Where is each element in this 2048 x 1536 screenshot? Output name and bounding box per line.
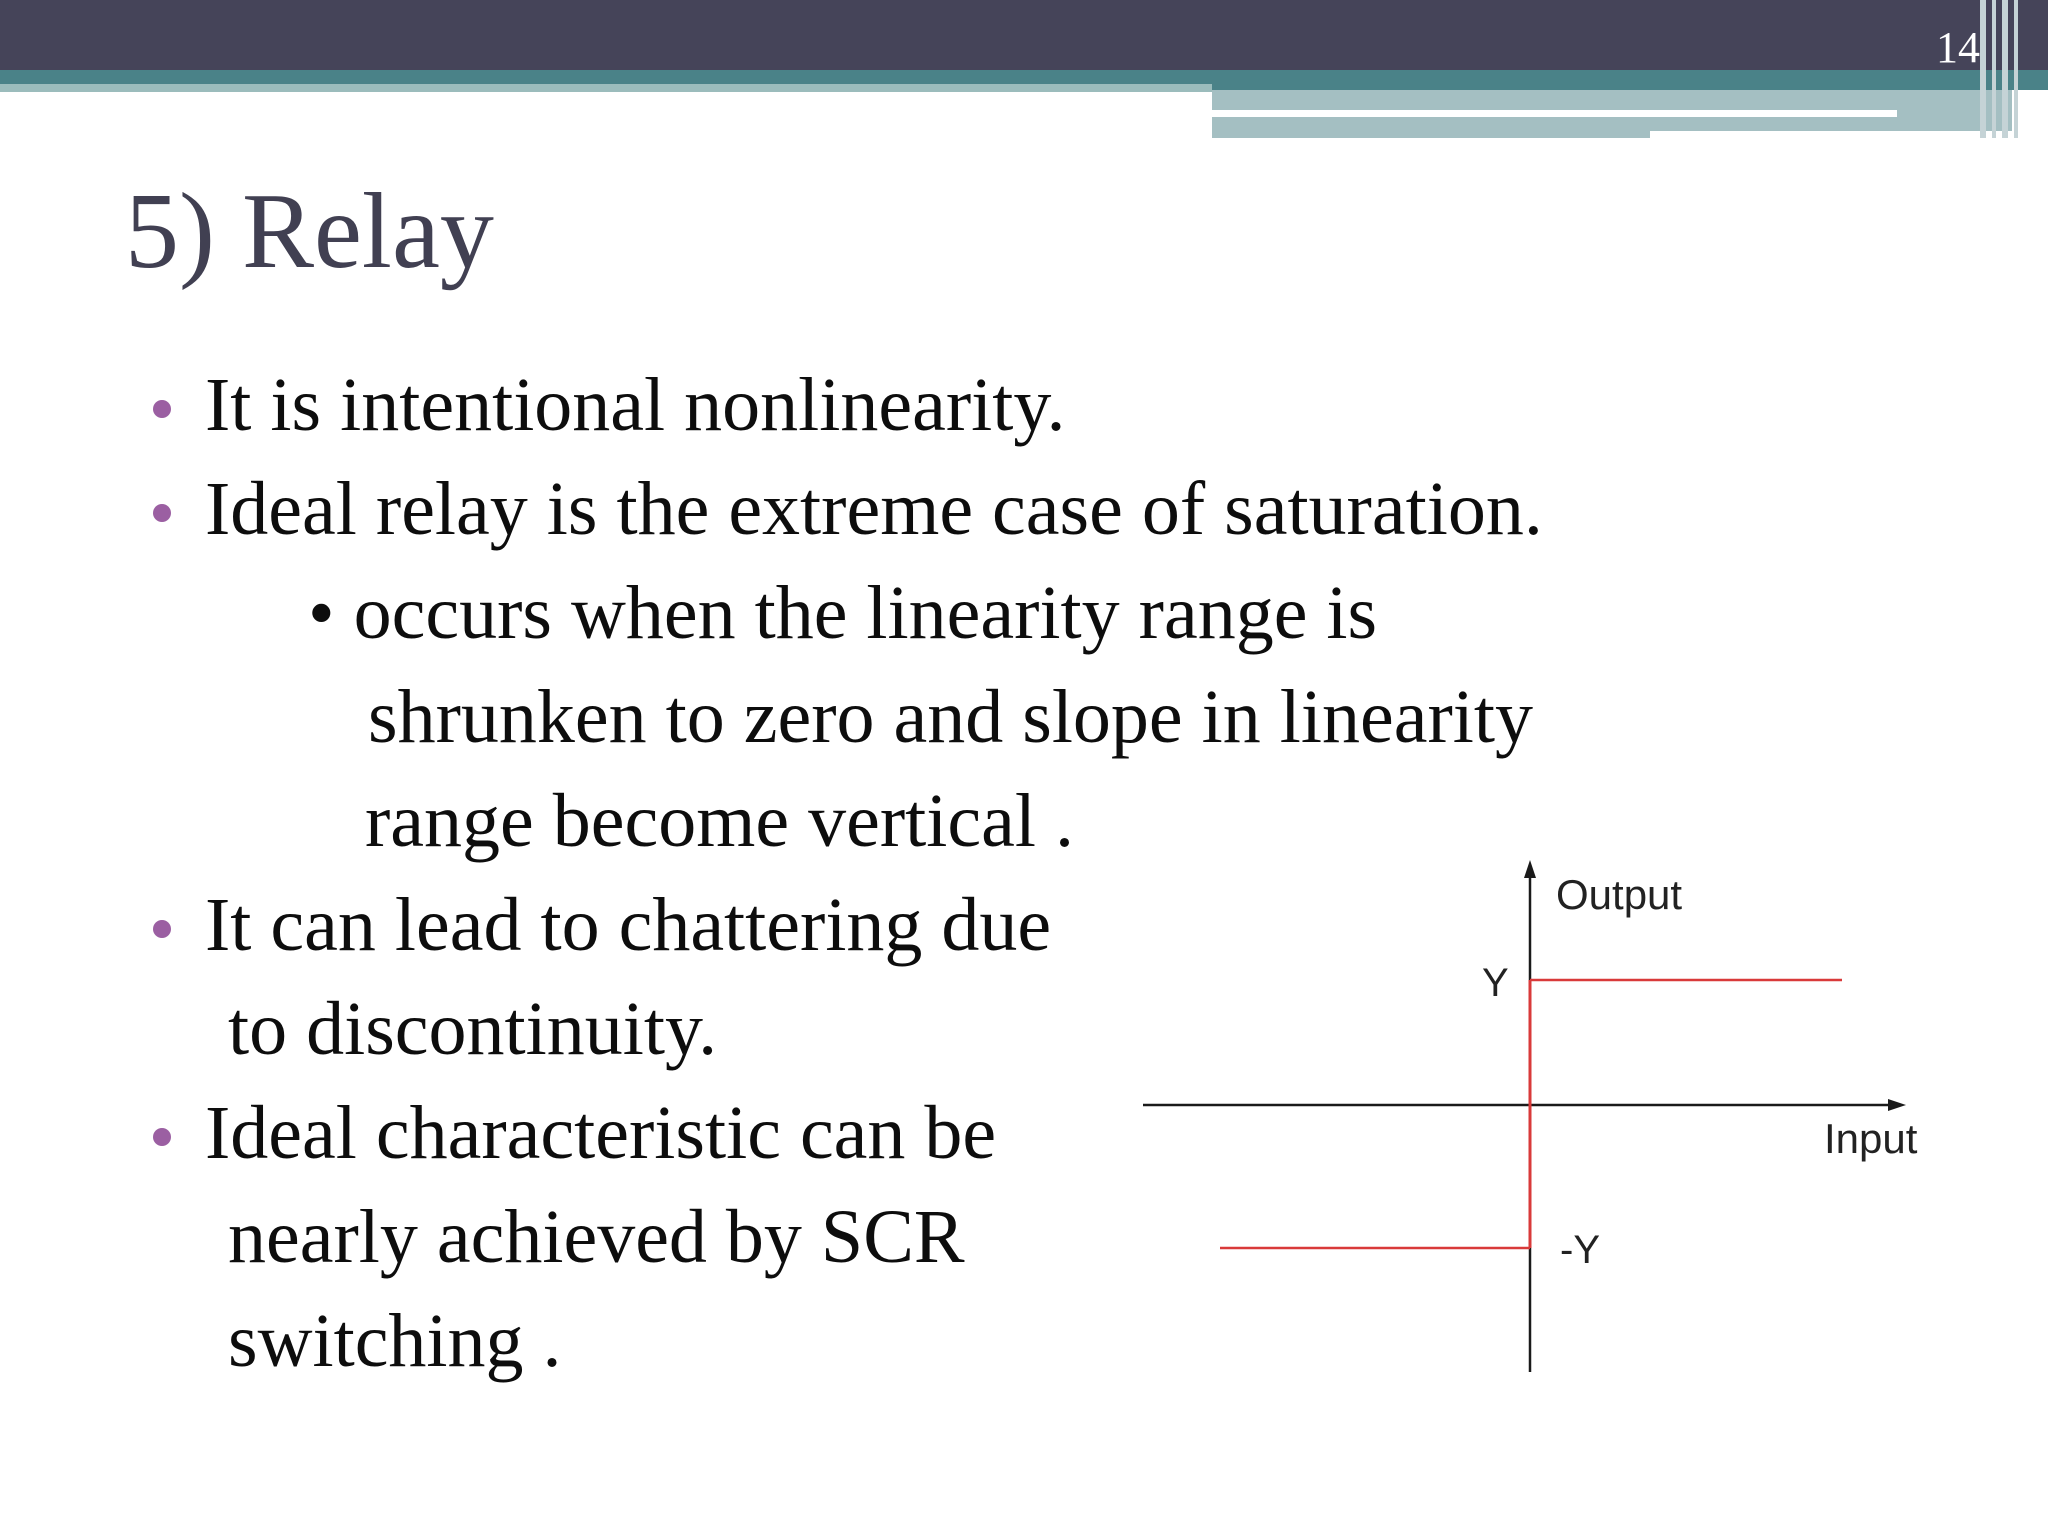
slide-title: 5) Relay (125, 172, 494, 291)
bullet-text: Ideal relay is the extreme case of saturation. (205, 467, 1543, 551)
header-white-line (0, 92, 1212, 101)
bullet-text: to discontinuity. (228, 987, 718, 1071)
input-axis-arrowhead (1888, 1099, 1906, 1111)
header-bar (0, 0, 2048, 70)
header-stripe (1980, 0, 1986, 138)
sub-bullet-text: range become vertical . (365, 779, 1074, 863)
bullet-text: It is intentional nonlinearity. (205, 363, 1066, 447)
bullet-dot (153, 400, 171, 418)
header-white-strip (1212, 110, 1897, 117)
sub-bullet-text: • occurs when the linearity range is (308, 571, 1378, 655)
header-stripe (1992, 0, 1996, 138)
bullet-text: It can lead to chattering due (205, 883, 1052, 967)
y-level-label: Y (1482, 961, 1509, 1005)
header-stripe (2014, 0, 2018, 138)
relay-characteristic-diagram (1120, 840, 1980, 1380)
bullet-text: Ideal characteristic can be (205, 1091, 997, 1175)
bullet-dot (153, 920, 171, 938)
bullet-text: switching . (228, 1299, 562, 1383)
header-white-strip (1650, 131, 2012, 138)
bullet-dot (153, 504, 171, 522)
header-stripe (2002, 0, 2008, 138)
input-axis-label: Input (1824, 1115, 1918, 1162)
sub-bullet-text: shrunken to zero and slope in linearity (368, 675, 1534, 759)
output-axis-arrowhead (1524, 860, 1536, 878)
page-number: 14 (1936, 23, 1980, 72)
output-axis-label: Output (1556, 871, 1683, 918)
neg-y-level-label: -Y (1560, 1228, 1600, 1272)
bullet-dot (153, 1128, 171, 1146)
bullet-text: nearly achieved by SCR (228, 1195, 965, 1279)
